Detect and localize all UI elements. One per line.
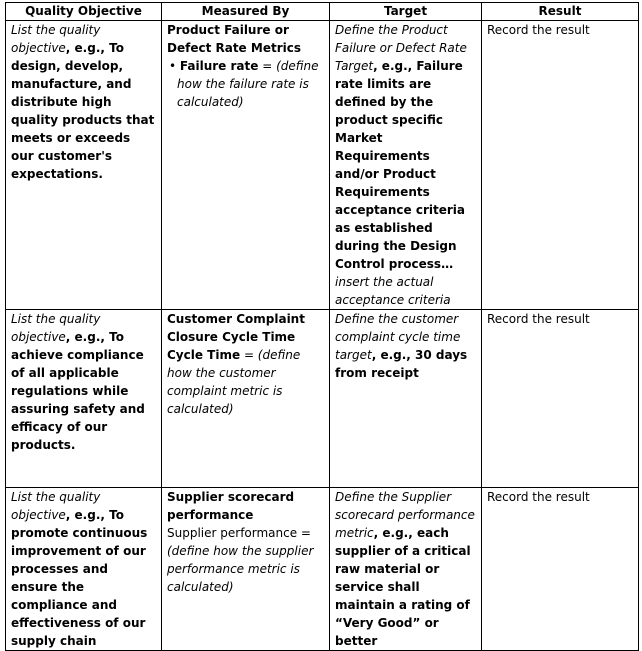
result-cell: Record the result: [482, 310, 639, 488]
result-cell: Record the result: [482, 488, 639, 651]
header-measured-by: Measured By: [162, 3, 330, 21]
objective-text: promote continuous improvement of our processes and ensure the compliance and effectiveness of our supply chain: [11, 526, 148, 648]
quality-objectives-table: [5, 2, 639, 651]
target-eg: , e.g.,: [373, 59, 417, 73]
measure-bullet-item: [167, 57, 324, 111]
measure-title: Supplier scorecard performance: [167, 490, 295, 522]
target-intro: Define the Supplier scorecard performance metric: [335, 490, 475, 540]
result-cell: Record the result: [482, 21, 639, 310]
objective-prefix: List the quality objective: [11, 490, 101, 522]
metric-name: Failure rate: [179, 59, 259, 73]
table-row: [6, 488, 639, 651]
objective-eg: , e.g., To: [65, 330, 124, 344]
target-cell: [330, 488, 482, 651]
header-quality-objective: Quality Objective: [6, 3, 162, 21]
metric-name: Supplier performance: [167, 526, 298, 540]
measured-by-cell: [162, 21, 330, 310]
objective-cell: [6, 21, 162, 310]
target-text: 30 days from receipt: [335, 348, 468, 380]
table-row: [6, 21, 639, 310]
objective-text: design, develop, manufacture, and distribute high quality products that meets or exceeds our customer's expectations.: [11, 59, 155, 181]
measure-title: Customer Complaint Closure Cycle Time: [167, 312, 305, 344]
target-text: each supplier of a critical raw material or service shall maintain a rating of “Very Good” or better: [335, 526, 471, 648]
objective-text: achieve compliance of all applicable regulations while assuring safety and efficacy of our products.: [11, 348, 145, 452]
objective-eg: , e.g., To: [65, 41, 124, 55]
target-tail: insert the actual acceptance criteria: [335, 275, 451, 307]
objective-prefix: List the quality objective: [11, 23, 101, 55]
target-intro: Define the customer complaint cycle time target: [335, 312, 461, 362]
metric-definition: = (define how the supplier performance metric is calculated): [167, 526, 314, 594]
metric-name: Cycle Time: [167, 348, 241, 362]
measured-by-cell: [162, 310, 330, 488]
target-text: Failure rate limits are defined by the product specific Market Requirements and/or Product Requirements acceptance criteria as established during the Design Control process…: [335, 59, 466, 271]
metric-definition: = (define how the customer complaint metric is calculated): [167, 348, 301, 416]
header-result: Result: [482, 3, 639, 21]
objective-cell: [6, 488, 162, 651]
measure-title: Product Failure or Defect Rate Metrics: [167, 23, 301, 55]
target-intro: Define the Product Failure or Defect Rate Target: [335, 23, 467, 73]
bullet-glyph: •: [169, 59, 177, 73]
table-header-row: [6, 3, 639, 21]
table-row: [6, 310, 639, 488]
header-target: Target: [330, 3, 482, 21]
target-eg: , e.g.,: [371, 348, 416, 362]
target-cell: [330, 21, 482, 310]
target-cell: [330, 310, 482, 488]
objective-cell: [6, 310, 162, 488]
objective-eg: , e.g., To: [65, 508, 124, 522]
objective-prefix: List the quality objective: [11, 312, 101, 344]
target-eg: , e.g.,: [373, 526, 417, 540]
metric-definition: = (define how the failure rate is calculated): [177, 59, 319, 109]
measured-by-cell: [162, 488, 330, 651]
